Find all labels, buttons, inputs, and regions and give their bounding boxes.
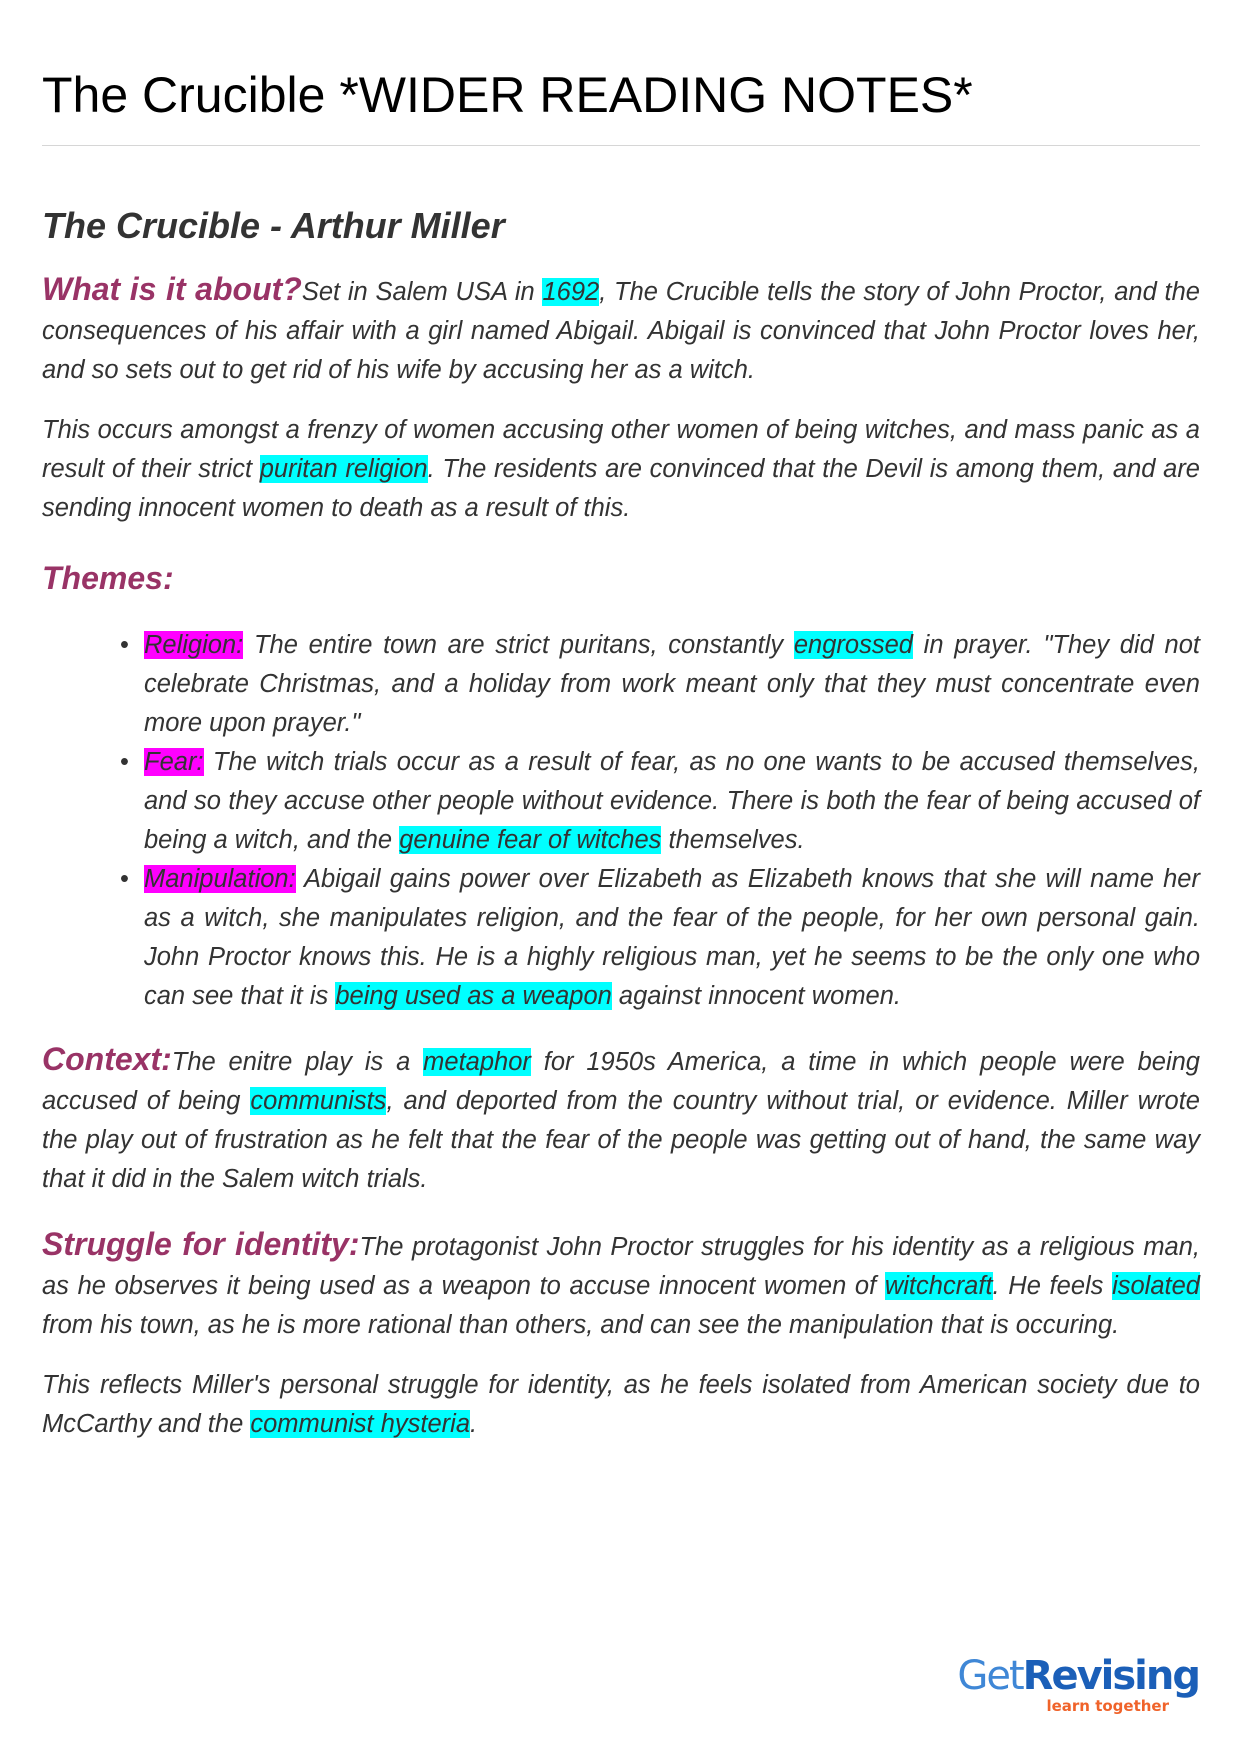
theme-text: themselves. [661, 826, 805, 854]
identity-text: . [470, 1410, 478, 1438]
logo-get-text: Get [957, 1653, 1023, 1699]
logo-revising-text: Revising [1022, 1653, 1199, 1699]
context-text: The enitre play is a [171, 1048, 424, 1076]
themes-list [42, 626, 1200, 1016]
bullet-icon: • [120, 748, 129, 776]
theme-text: in prayer. "They did not celebrate Christmas, and a holiday from work meant only that they must concentrate even more upon prayer." [144, 631, 1200, 737]
about-text: . The residents are convinced that the Devil is among them, and are sending innocent women to death as a result of this. [42, 455, 1200, 522]
about-text: This occurs amongst a frenzy of women accusing other women of being witches, and mass panic as a result of their strict [42, 416, 1200, 483]
about-heading: What is it about? [42, 271, 302, 307]
highlight-genuine-fear: genuine fear of witches [399, 826, 662, 854]
context-heading: Context: [42, 1041, 172, 1077]
list-item [120, 860, 1200, 1016]
highlight-communist-hysteria: communist hysteria [250, 1410, 471, 1438]
theme-label-fear: Fear: [144, 748, 204, 776]
logo-wordmark [957, 1654, 1199, 1698]
list-item [120, 743, 1200, 860]
identity-text: . He feels [992, 1272, 1113, 1300]
list-item [120, 626, 1200, 743]
highlight-year: 1692 [542, 278, 600, 306]
highlight-engrossed: engrossed [793, 631, 913, 659]
about-paragraph-2 [42, 411, 1200, 528]
highlight-witchcraft: witchcraft [884, 1272, 993, 1300]
identity-text: This reflects Miller's personal struggle for identity, as he feels isolated from American society due to McCarthy and the [42, 1371, 1200, 1438]
theme-text: The witch trials occur as a result of fear, as no one wants to be accused themselves, and so they accuse other people without evidence. There is both the fear of being accused of being a witch, and the [144, 748, 1200, 854]
highlight-metaphor: metaphor [423, 1048, 531, 1076]
identity-paragraph-1 [42, 1225, 1200, 1345]
about-paragraph-1 [42, 270, 1200, 390]
getrevising-logo [957, 1654, 1199, 1714]
bullet-icon: • [120, 865, 129, 893]
logo-tagline: learn together [1046, 1697, 1169, 1715]
about-text: , The Crucible tells the story of John Proctor, and the consequences of his affair with a girl named Abigail. Abigail is convinced that John Proctor loves her, and so sets out to get rid of his wife by accusing her as a witch. [42, 278, 1200, 384]
identity-paragraph-2 [42, 1366, 1200, 1444]
highlight-puritan-religion: puritan religion [259, 455, 428, 483]
context-paragraph [42, 1040, 1200, 1199]
title-divider [42, 145, 1200, 146]
identity-text: The protagonist John Proctor struggles for his identity as a religious man, as he observes it being used as a weapon to accuse innocent women of [42, 1233, 1201, 1300]
page-title: The Crucible *WIDER READING NOTES* [42, 67, 973, 123]
theme-text: The entire town are strict puritans, constantly [243, 631, 794, 659]
bullet-icon: • [120, 631, 129, 659]
about-text: Set in Salem USA in [301, 278, 543, 306]
highlight-weapon: being used as a weapon [335, 982, 612, 1010]
document-subtitle: The Crucible - Arthur Miller [42, 205, 505, 246]
identity-heading: Struggle for identity: [42, 1226, 360, 1262]
highlight-communists: communists [250, 1087, 387, 1115]
highlight-isolated: isolated [1112, 1272, 1200, 1300]
theme-label-manipulation: Manipulation: [144, 865, 296, 893]
theme-text: Abigail gains power over Elizabeth as Elizabeth knows that she will name her as a witch, she manipulates religion, and the fear of the people, for her own personal gain. John Proctor knows this. He is a highly religious man, yet he seems to be the only one who can see that it is [144, 865, 1200, 1010]
context-text: for 1950s America, a time in which people were being accused of being [42, 1048, 1200, 1115]
theme-label-religion: Religion: [144, 631, 244, 659]
context-text: , and deported from the country without trial, or evidence. Miller wrote the play out of frustration as he felt that the fear of the people was getting out of hand, the same way that it did in the Salem witch trials. [42, 1087, 1200, 1193]
themes-heading: Themes: [42, 560, 174, 596]
identity-text: from his town, as he is more rational than others, and can see the manipulation that is occuring. [42, 1311, 1120, 1339]
theme-text: against innocent women. [611, 982, 902, 1010]
document-page [42, 0, 1200, 1444]
